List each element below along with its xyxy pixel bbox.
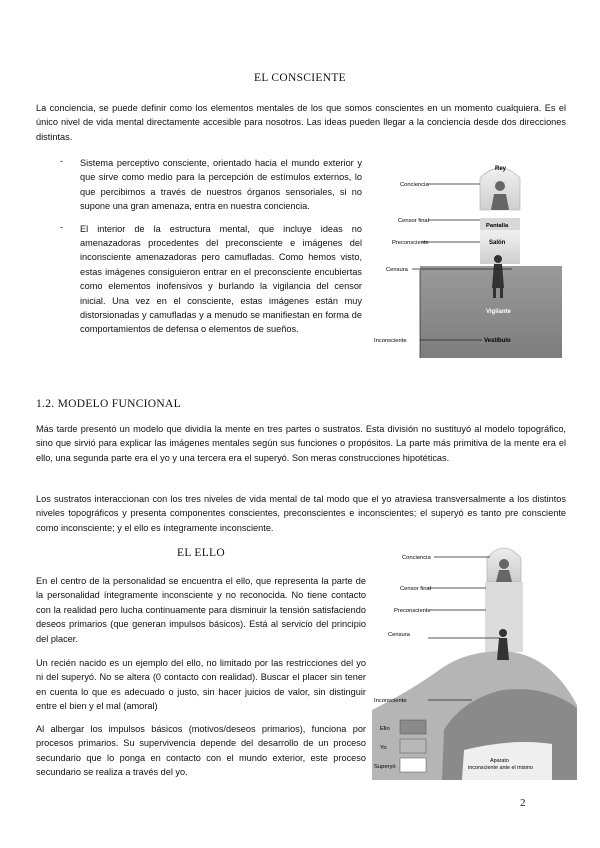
bullet-text: El interior de la estructura mental, que incluye ideas no amenazadoras procedentes del preconsciente e imágenes del inconsciente amenazadoras pero camufladas. Como hemos visto, estas imágenes consiguieron entrar en el preconsciente encubiertas como elementos inofensivos y burlando la vigilancia del censor inicial. Una vez en el consciente, estas imágenes están muy distorsionadas y camufladas y a menudo se manifiestan en forma de comportamientos de defensa o elementos de sueños.	[80, 223, 362, 335]
preconsciente-label: Preconsciente	[394, 608, 431, 614]
vestibulo-label: Vestíbulo	[484, 338, 511, 344]
diagram-caption-line1: Aparato	[490, 758, 509, 764]
bullet-marker: -	[60, 221, 64, 232]
bullet-marker: -	[60, 156, 64, 166]
censura-label: Censura	[388, 632, 410, 638]
structural-model-diagram	[372, 540, 580, 780]
funcional-paragraph-1: Más tarde presentó un modelo que dividía la mente en tres partes o sustratos. Esta división no sustituyó al modelo topográfico, sino que sirvió para explicar las imágenes mentales según sus funciones o propósitos. La parte más primitiva de la mente era el ello, una segunda parte era el yo y una tercera era el superyó. Son meras construcciones hipotéticas.	[36, 424, 566, 463]
conciencia-label: Conciencia	[400, 182, 429, 188]
topographic-model-diagram	[372, 158, 572, 358]
censor-final-label: Censor final	[400, 586, 431, 592]
ello-paragraph-2: Un recién nacido es un ejemplo del ello, no limitado por las restricciones del yo ni del superyó. No se altera (0 contacto con realidad). Buscar el placer sin tener en cuenta lo que es adecuado o justo, sin hacer juicios de valor, sin distinguir entre el bien y el mal (amoral)	[36, 658, 366, 712]
salon-label: Salón	[489, 240, 506, 246]
bullet-text: Sistema perceptivo consciente, orientado hacia el mundo exterior y que sirve como medio para la percepción de estímulos externos, lo que percibimos a través de nuestros órganos sensoriales, si no supone una gran amenaza, entra en nuestra conciencia.	[80, 158, 362, 212]
preconsciente-label: Preconsciente	[392, 240, 429, 246]
legend-label-ello: Ello	[380, 726, 390, 732]
legend-swatch-superyo	[400, 758, 426, 772]
vigilante-label: Vigilante	[486, 309, 511, 315]
inconsciente-label: Inconsciente	[374, 698, 407, 704]
subsection-title: 1.2. MODELO FUNCIONAL	[36, 398, 181, 410]
legend-label-yo: Yo	[380, 745, 387, 751]
bullet-item	[60, 156, 362, 214]
rey-label: Rey	[495, 166, 507, 172]
section-title: EL CONSCIENTE	[254, 72, 346, 84]
legend-swatch-ello	[400, 720, 426, 734]
ello-paragraph-3: Al albergar los impulsos básicos (motivos/deseos primarios), funciona por procesos primarios. Su supervivencia depende del desarrollo de un proceso secundario que lo ponga en contacto con el mundo exterior, este proceso secundario se realiza a través del yo.	[36, 724, 366, 778]
censura-label: Censura	[386, 267, 408, 273]
ello-title: EL ELLO	[177, 547, 225, 559]
legend	[374, 720, 426, 772]
bullet-item	[60, 222, 362, 337]
ello-paragraph-1: En el centro de la personalidad se encuentra el ello, que representa la parte de la personalidad íntegramente inconsciente y no reconocida. No tiene contacto con la realidad pero lucha continuamente para disminuir la tensión satisfaciendo deseos primarios (que generan impulsos básicos). Está al servicio del principio del placer.	[36, 576, 366, 644]
diagram-caption-line2: inconsciente ante el mismo	[468, 765, 534, 771]
funcional-paragraph-2: Los sustratos interaccionan con los tres niveles de vida mental de tal modo que el yo atraviesa transversalmente a los distintos niveles topográficos y presenta componentes conscientes, preconscientes e inconscientes; el superyó es tanto pre consciente como inconsciente; y el ello es íntegramente inconsciente.	[36, 494, 566, 533]
pantalla-label: Pantalla	[486, 223, 509, 229]
inconsciente-label: Inconsciente	[374, 338, 407, 344]
page-number: 2	[520, 797, 526, 809]
conciencia-label: Conciencia	[402, 555, 431, 561]
bullet-list	[60, 156, 362, 337]
legend-swatch-yo	[400, 739, 426, 753]
legend-label-superyo: Superyó	[374, 764, 396, 770]
intro-paragraph: La conciencia, se puede definir como los elementos mentales de los que somos conscientes en un momento cualquiera. Es el único nivel de vida mental directamente accesible para nosotros. Las ideas pueden llegar a la conciencia desde dos direcciones distintas.	[36, 103, 566, 142]
censor-final-label: Censor final	[398, 218, 429, 224]
